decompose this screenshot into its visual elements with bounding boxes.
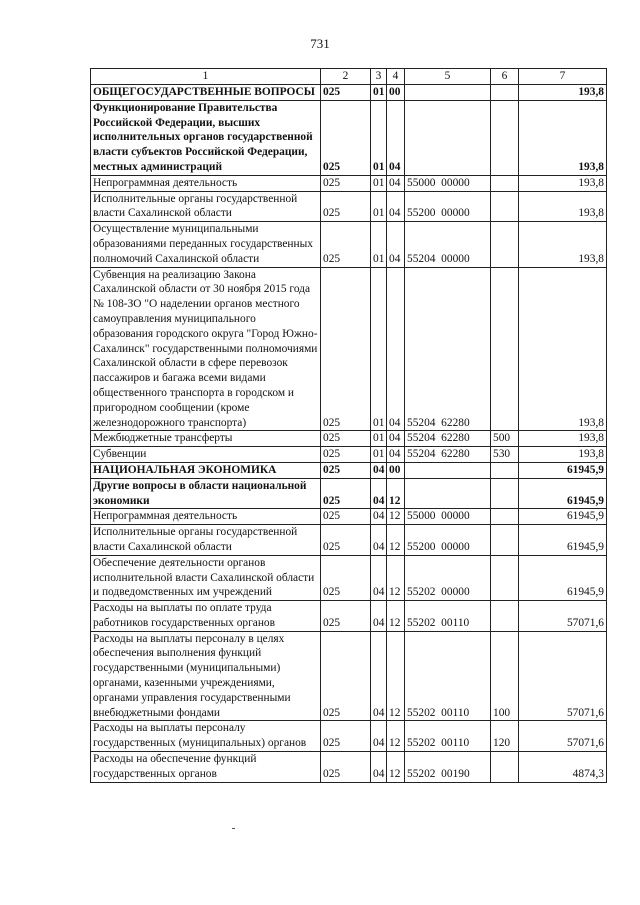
row-amount: 61945,9	[519, 509, 607, 525]
row-expense-type: 530	[491, 447, 519, 463]
row-ved-code: 025	[321, 267, 371, 431]
row-name: Исполнительные органы государственной власти Сахалинской области	[91, 525, 321, 556]
row-amount: 61945,9	[519, 555, 607, 600]
row-name: Функционирование Правительства Российской Федерации, высших исполнительных органов государственной власти субъектов Российской Федерации, местных администраций	[91, 100, 321, 175]
header-row	[91, 69, 607, 85]
table-row	[91, 478, 607, 509]
table-row	[91, 191, 607, 222]
row-section-code: 01	[371, 175, 387, 191]
row-expense-type	[491, 525, 519, 556]
table-row	[91, 601, 607, 632]
row-expense-type	[491, 191, 519, 222]
row-target-article: 55200 00000	[405, 525, 491, 556]
row-target-article: 55000 00000	[405, 509, 491, 525]
row-amount: 193,8	[519, 267, 607, 431]
table-row	[91, 631, 607, 721]
row-subsection-code: 04	[387, 267, 405, 431]
row-ved-code: 025	[321, 462, 371, 478]
row-target-article	[405, 478, 491, 509]
row-target-article: 55204 62280	[405, 431, 491, 447]
row-section-code: 04	[371, 631, 387, 721]
table-body	[91, 85, 607, 783]
row-subsection-code: 12	[387, 525, 405, 556]
row-section-code: 01	[371, 267, 387, 431]
table-row	[91, 267, 607, 431]
row-ved-code: 025	[321, 525, 371, 556]
row-section-code: 04	[371, 752, 387, 783]
row-target-article: 55204 62280	[405, 447, 491, 463]
row-ved-code: 025	[321, 509, 371, 525]
row-expense-type	[491, 509, 519, 525]
table-row	[91, 447, 607, 463]
row-ved-code: 025	[321, 100, 371, 175]
row-amount: 193,8	[519, 100, 607, 175]
row-section-code: 04	[371, 525, 387, 556]
row-name: Осуществление муниципальными образованиями переданных государственных полномочий Сахалинской области	[91, 222, 321, 267]
row-target-article: 55202 00110	[405, 631, 491, 721]
table-row	[91, 555, 607, 600]
column-header-4: 4	[387, 69, 405, 85]
column-header-1: 1	[91, 69, 321, 85]
row-subsection-code: 04	[387, 175, 405, 191]
column-header-6: 6	[491, 69, 519, 85]
row-name: Расходы на обеспечение функций государственных органов	[91, 752, 321, 783]
row-expense-type	[491, 175, 519, 191]
row-target-article: 55204 62280	[405, 267, 491, 431]
row-target-article: 55202 00000	[405, 555, 491, 600]
row-ved-code: 025	[321, 175, 371, 191]
budget-table	[90, 68, 607, 783]
column-header-2: 2	[321, 69, 371, 85]
row-name: Непрограммная деятельность	[91, 509, 321, 525]
row-section-code: 01	[371, 222, 387, 267]
row-ved-code: 025	[321, 478, 371, 509]
row-name: Обеспечение деятельности органов исполнительной власти Сахалинской области и подведомственных им учреждений	[91, 555, 321, 600]
row-amount: 4874,3	[519, 752, 607, 783]
row-name: Непрограммная деятельность	[91, 175, 321, 191]
row-subsection-code: 00	[387, 462, 405, 478]
row-subsection-code: 12	[387, 509, 405, 525]
row-expense-type	[491, 601, 519, 632]
table-row	[91, 222, 607, 267]
row-amount: 57071,6	[519, 601, 607, 632]
row-ved-code: 025	[321, 85, 371, 101]
row-ved-code: 025	[321, 752, 371, 783]
table-row	[91, 100, 607, 175]
table-row	[91, 509, 607, 525]
row-name: Межбюджетные трансферты	[91, 431, 321, 447]
row-name: Исполнительные органы государственной власти Сахалинской области	[91, 191, 321, 222]
row-expense-type	[491, 100, 519, 175]
row-amount: 61945,9	[519, 525, 607, 556]
row-ved-code: 025	[321, 431, 371, 447]
row-amount: 193,8	[519, 191, 607, 222]
row-expense-type	[491, 222, 519, 267]
row-ved-code: 025	[321, 555, 371, 600]
row-name: НАЦИОНАЛЬНАЯ ЭКОНОМИКА	[91, 462, 321, 478]
column-header-7: 7	[519, 69, 607, 85]
row-section-code: 01	[371, 447, 387, 463]
row-target-article: 55204 00000	[405, 222, 491, 267]
row-subsection-code: 04	[387, 191, 405, 222]
row-section-code: 01	[371, 85, 387, 101]
row-name: Расходы на выплаты персоналу государственных (муниципальных) органов	[91, 721, 321, 752]
row-subsection-code: 12	[387, 752, 405, 783]
row-ved-code: 025	[321, 447, 371, 463]
row-subsection-code: 04	[387, 447, 405, 463]
row-ved-code: 025	[321, 721, 371, 752]
row-subsection-code: 12	[387, 555, 405, 600]
row-section-code: 01	[371, 191, 387, 222]
row-expense-type: 100	[491, 631, 519, 721]
row-amount: 193,8	[519, 447, 607, 463]
table-row	[91, 752, 607, 783]
row-amount: 61945,9	[519, 478, 607, 509]
row-expense-type: 500	[491, 431, 519, 447]
row-amount: 57071,6	[519, 631, 607, 721]
table-row	[91, 525, 607, 556]
row-section-code: 04	[371, 478, 387, 509]
row-name: Субвенции	[91, 447, 321, 463]
row-ved-code: 025	[321, 191, 371, 222]
row-target-article	[405, 100, 491, 175]
table-row	[91, 85, 607, 101]
scan-speck	[232, 828, 235, 829]
row-expense-type	[491, 85, 519, 101]
row-ved-code: 025	[321, 631, 371, 721]
row-section-code: 04	[371, 555, 387, 600]
row-target-article: 55202 00110	[405, 721, 491, 752]
row-expense-type	[491, 267, 519, 431]
row-expense-type	[491, 752, 519, 783]
column-header-5: 5	[405, 69, 491, 85]
row-subsection-code: 04	[387, 222, 405, 267]
row-expense-type	[491, 555, 519, 600]
column-header-3: 3	[371, 69, 387, 85]
row-name: Расходы на выплаты по оплате труда работников государственных органов	[91, 601, 321, 632]
row-section-code: 04	[371, 721, 387, 752]
row-subsection-code: 04	[387, 431, 405, 447]
row-name: Субвенция на реализацию Закона Сахалинской области от 30 ноября 2015 года № 108-ЗО "О наделении органов местного самоуправления муниципального образования городского округа "Город Южно-Сахалинск" государственными полномочиями Сахалинской области в сфере перевозок пассажиров и багажа всеми видами общественного транспорта в городском и пригородном сообщении (кроме железнодорожного транспорта)	[91, 267, 321, 431]
row-section-code: 01	[371, 100, 387, 175]
table-row	[91, 721, 607, 752]
table-row	[91, 431, 607, 447]
page-number: 731	[310, 36, 330, 51]
row-subsection-code: 12	[387, 478, 405, 509]
row-subsection-code: 12	[387, 631, 405, 721]
row-section-code: 01	[371, 431, 387, 447]
row-target-article: 55200 00000	[405, 191, 491, 222]
table-row	[91, 175, 607, 191]
row-subsection-code: 00	[387, 85, 405, 101]
row-ved-code: 025	[321, 222, 371, 267]
row-name: Другие вопросы в области национальной экономики	[91, 478, 321, 509]
row-subsection-code: 12	[387, 721, 405, 752]
row-amount: 61945,9	[519, 462, 607, 478]
row-subsection-code: 04	[387, 100, 405, 175]
row-expense-type	[491, 478, 519, 509]
row-amount: 193,8	[519, 222, 607, 267]
row-amount: 193,8	[519, 175, 607, 191]
row-amount: 57071,6	[519, 721, 607, 752]
row-subsection-code: 12	[387, 601, 405, 632]
row-target-article	[405, 85, 491, 101]
row-target-article: 55000 00000	[405, 175, 491, 191]
row-section-code: 04	[371, 601, 387, 632]
row-expense-type	[491, 462, 519, 478]
row-amount: 193,8	[519, 431, 607, 447]
row-name: ОБЩЕГОСУДАРСТВЕННЫЕ ВОПРОСЫ	[91, 85, 321, 101]
row-expense-type: 120	[491, 721, 519, 752]
row-ved-code: 025	[321, 601, 371, 632]
row-target-article: 55202 00110	[405, 601, 491, 632]
row-section-code: 04	[371, 462, 387, 478]
row-name: Расходы на выплаты персоналу в целях обеспечения выполнения функций государственными (муниципальными) органами, казенными учреждениями, органами управления государственными внебюджетными фондами	[91, 631, 321, 721]
row-target-article: 55202 00190	[405, 752, 491, 783]
row-section-code: 04	[371, 509, 387, 525]
row-target-article	[405, 462, 491, 478]
table-row	[91, 462, 607, 478]
row-amount: 193,8	[519, 85, 607, 101]
